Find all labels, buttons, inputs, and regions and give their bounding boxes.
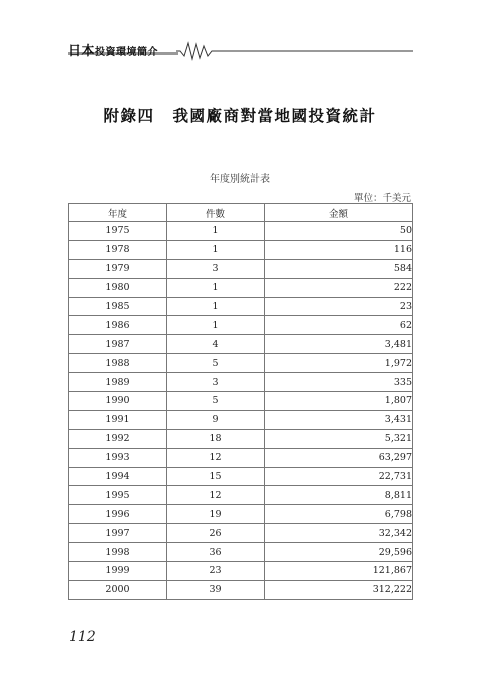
cell-amount: 29,596: [265, 543, 413, 562]
cell-year: 1990: [69, 392, 167, 411]
running-header: [68, 37, 413, 63]
column-header-count: 件數: [167, 204, 265, 222]
cell-count: 1: [167, 297, 265, 316]
table-row: [69, 354, 413, 373]
table-row: [69, 392, 413, 411]
cell-year: 1979: [69, 259, 167, 278]
cell-year: 1994: [69, 467, 167, 486]
investment-table: [68, 203, 413, 600]
table-row: [69, 222, 413, 241]
cell-year: 1992: [69, 429, 167, 448]
cell-year: 1991: [69, 410, 167, 429]
cell-year: 1995: [69, 486, 167, 505]
unit-label: 單位：千美元: [353, 193, 411, 204]
cell-count: 9: [167, 410, 265, 429]
cell-count: 15: [167, 467, 265, 486]
table-row: [69, 259, 413, 278]
cell-count: 5: [167, 392, 265, 411]
cell-year: 1997: [69, 524, 167, 543]
title-prefix: 附錄四: [103, 106, 155, 125]
header-label-main: 日本: [68, 44, 96, 59]
cell-amount: 3,431: [265, 410, 413, 429]
cell-year: 1993: [69, 448, 167, 467]
cell-year: 1980: [69, 278, 167, 297]
cell-count: 19: [167, 505, 265, 524]
table-row: [69, 278, 413, 297]
table-row: [69, 335, 413, 354]
cell-year: 1989: [69, 373, 167, 392]
header-wave-line: [176, 37, 413, 63]
cell-count: 1: [167, 278, 265, 297]
cell-amount: 32,342: [265, 524, 413, 543]
table-row: [69, 429, 413, 448]
cell-year: 1996: [69, 505, 167, 524]
cell-amount: 6,798: [265, 505, 413, 524]
cell-amount: 62: [265, 316, 413, 335]
table-row: [69, 505, 413, 524]
cell-amount: 584: [265, 259, 413, 278]
cell-amount: 5,321: [265, 429, 413, 448]
cell-amount: 121,867: [265, 562, 413, 581]
cell-year: 1999: [69, 562, 167, 581]
cell-year: 1998: [69, 543, 167, 562]
cell-amount: 3,481: [265, 335, 413, 354]
cell-amount: 335: [265, 373, 413, 392]
table-header-row: [69, 204, 413, 222]
cell-amount: 1,972: [265, 354, 413, 373]
table-row: [69, 297, 413, 316]
cell-year: 1987: [69, 335, 167, 354]
cell-amount: 23: [265, 297, 413, 316]
cell-count: 4: [167, 335, 265, 354]
table-row: [69, 448, 413, 467]
table-row: [69, 580, 413, 599]
cell-year: 1978: [69, 240, 167, 259]
cell-count: 1: [167, 240, 265, 259]
page-number: 112: [69, 629, 96, 645]
cell-count: 18: [167, 429, 265, 448]
cell-amount: 50: [265, 222, 413, 241]
table-row: [69, 410, 413, 429]
cell-count: 39: [167, 580, 265, 599]
title-text: 我國廠商對當地國投資統計: [172, 106, 377, 125]
table-row: [69, 486, 413, 505]
running-header-label: [68, 40, 158, 59]
cell-year: 1986: [69, 316, 167, 335]
cell-count: 12: [167, 448, 265, 467]
cell-year: 1985: [69, 297, 167, 316]
cell-count: 12: [167, 486, 265, 505]
table-row: [69, 316, 413, 335]
column-header-amount: 金額: [265, 204, 413, 222]
cell-count: 1: [167, 222, 265, 241]
header-label-sub: 投資環境簡介: [95, 47, 159, 58]
cell-year: 1988: [69, 354, 167, 373]
cell-amount: 222: [265, 278, 413, 297]
page-title: [0, 104, 480, 126]
table-row: [69, 467, 413, 486]
cell-count: 36: [167, 543, 265, 562]
cell-count: 3: [167, 259, 265, 278]
cell-count: 1: [167, 316, 265, 335]
cell-amount: 63,297: [265, 448, 413, 467]
cell-amount: 22,731: [265, 467, 413, 486]
cell-amount: 116: [265, 240, 413, 259]
cell-year: 2000: [69, 580, 167, 599]
cell-amount: 1,807: [265, 392, 413, 411]
table-row: [69, 524, 413, 543]
column-header-year: 年度: [69, 204, 167, 222]
cell-count: 26: [167, 524, 265, 543]
cell-count: 23: [167, 562, 265, 581]
cell-amount: 312,222: [265, 580, 413, 599]
table-row: [69, 562, 413, 581]
cell-amount: 8,811: [265, 486, 413, 505]
cell-count: 3: [167, 373, 265, 392]
table-row: [69, 373, 413, 392]
cell-count: 5: [167, 354, 265, 373]
cell-year: 1975: [69, 222, 167, 241]
table-row: [69, 240, 413, 259]
table-caption: 年度別統計表: [210, 174, 270, 185]
table-row: [69, 543, 413, 562]
